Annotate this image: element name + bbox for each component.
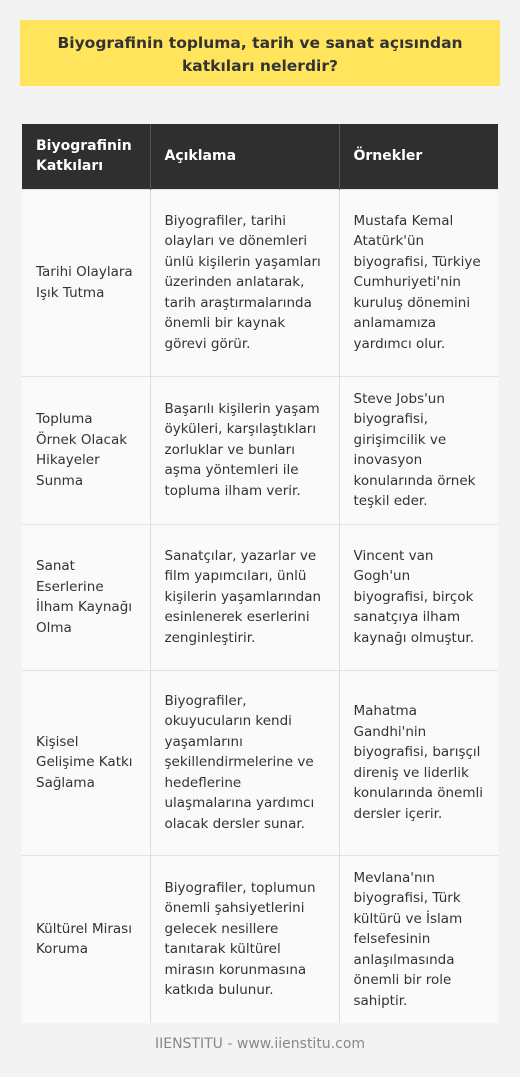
description-cell: Sanatçılar, yazarlar ve film yapımcıları, ünlü kişilerin yaşamlarından esinlenerek eserlerini zenginleştirir. <box>150 524 339 670</box>
contribution-cell: Kişisel Gelişime Katkı Sağlama <box>22 670 150 855</box>
example-cell: Vincent van Gogh'un biyografisi, birçok sanatçıya ilham kaynağı olmuştur. <box>339 524 498 670</box>
table-row <box>22 376 498 524</box>
example-cell: Mahatma Gandhi'nin biyografisi, barışçıl direniş ve liderlik konularında önemli dersler içerir. <box>339 670 498 855</box>
header-description: Açıklama <box>150 124 339 189</box>
table-row <box>22 524 498 670</box>
example-cell: Mustafa Kemal Atatürk'ün biyografisi, Türkiye Cumhuriyeti'nin kuruluş dönemini anlamamıza yardımcı olur. <box>339 189 498 376</box>
table-row <box>22 855 498 1023</box>
contributions-table <box>22 124 498 1023</box>
contribution-cell: Sanat Eserlerine İlham Kaynağı Olma <box>22 524 150 670</box>
header-examples: Örnekler <box>339 124 498 189</box>
table-header-row <box>22 124 498 189</box>
page-title <box>20 20 500 86</box>
title-text: Biyografinin topluma, tarih ve sanat açısından katkıları nelerdir? <box>57 34 463 75</box>
description-cell: Biyografiler, toplumun önemli şahsiyetlerini gelecek nesillere tanıtarak kültürel mirasın korunmasına katkıda bulunur. <box>150 855 339 1023</box>
example-cell: Steve Jobs'un biyografisi, girişimcilik ve inovasyon konularında örnek teşkil eder. <box>339 376 498 524</box>
contribution-cell: Topluma Örnek Olacak Hikayeler Sunma <box>22 376 150 524</box>
footer-credit: IIENSTITU - www.iienstitu.com <box>154 1036 366 1052</box>
table-row <box>22 189 498 376</box>
description-cell: Biyografiler, tarihi olayları ve dönemleri ünlü kişilerin yaşamları üzerinden anlatarak, tarih araştırmalarında önemli bir kaynak görevi görür. <box>150 189 339 376</box>
contribution-cell: Tarihi Olaylara Işık Tutma <box>22 189 150 376</box>
header-contributions: Biyografinin Katkıları <box>22 124 150 189</box>
description-cell: Başarılı kişilerin yaşam öyküleri, karşılaştıkları zorluklar ve bunları aşma yöntemleri ile topluma ilham verir. <box>150 376 339 524</box>
contribution-cell: Kültürel Mirası Koruma <box>22 855 150 1023</box>
description-cell: Biyografiler, okuyucuların kendi yaşamlarını şekillendirmelerine ve hedeflerine ulaşmalarına yardımcı olacak dersler sunar. <box>150 670 339 855</box>
example-cell: Mevlana'nın biyografisi, Türk kültürü ve İslam felsefesinin anlaşılmasında önemli bir role sahiptir. <box>339 855 498 1023</box>
table-row <box>22 670 498 855</box>
